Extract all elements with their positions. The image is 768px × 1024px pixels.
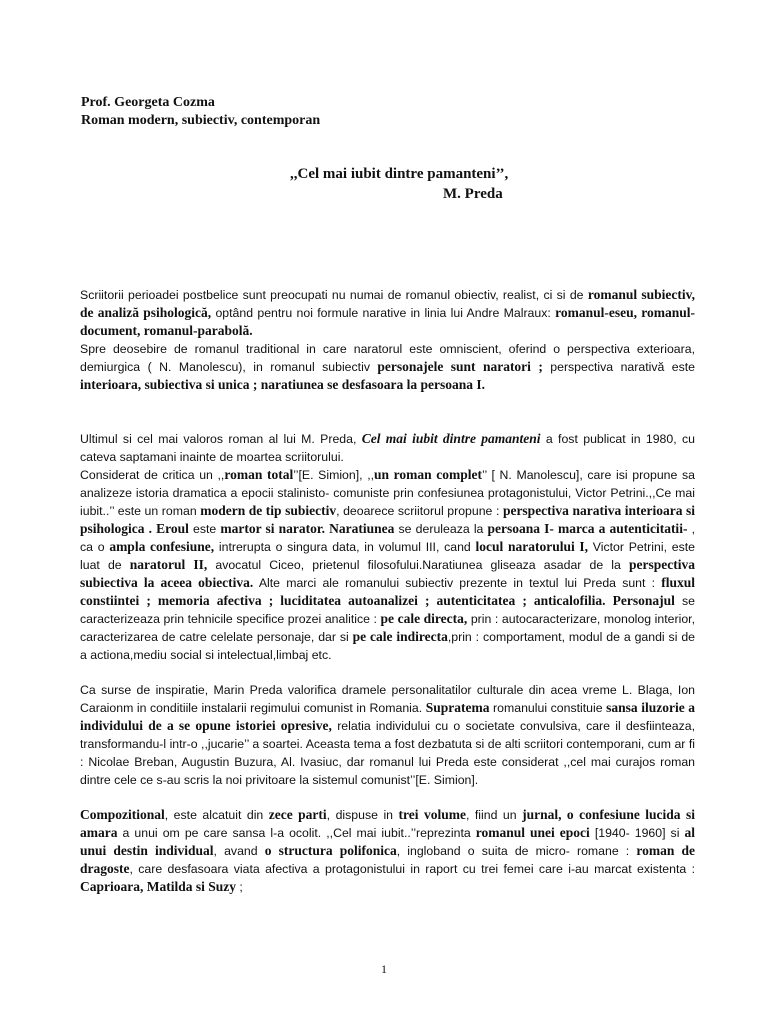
bold-phrase: romanul-eseu, romanul-document, romanul-parabolă. bbox=[80, 305, 695, 338]
bold-phrase: Compozitional bbox=[80, 807, 165, 822]
bold-phrase: Personajul bbox=[612, 593, 675, 608]
text-run: a fost publicat in 1980, cu cateva saptamani inainte de moartea scriitorului. bbox=[80, 432, 695, 464]
bold-phrase: perspectiva subiectiva la aceea obiectiva. bbox=[80, 557, 695, 590]
text-run: prin : autocaracterizare, monolog interior, caracterizarea de catre celelate personaje, dar si bbox=[80, 612, 695, 644]
text-run: ’’ [ N. Manolescu], care isi propune sa analizeze istoria dramatica a epocii stalinisto- comuniste prin confesiunea protagonistului, Victor Petrini.,,Ce mai iubit..’’ este un roman bbox=[80, 468, 695, 518]
bold-phrase: trei volume bbox=[398, 807, 466, 822]
bold-phrase: pe cale directa, bbox=[380, 611, 468, 626]
text-run: [1940- 1960] si bbox=[589, 826, 685, 840]
work-author: M. Preda bbox=[443, 186, 503, 202]
text-run: , avand bbox=[213, 844, 265, 858]
paragraph-1 bbox=[80, 286, 695, 340]
bold-phrase: romanul unei epoci bbox=[475, 825, 590, 840]
paragraph-2 bbox=[80, 340, 695, 394]
bold-phrase: naratorul II, bbox=[129, 557, 208, 572]
text-run: optând pentru noi formule narative in linia lui Andre Malraux: bbox=[211, 306, 556, 320]
text-run: perspectiva narativă este bbox=[542, 360, 696, 374]
text-run: ,prin : comportament, modul de a gandi si de a actiona,mediu social si intelectual,limbaj etc. bbox=[80, 630, 695, 662]
paragraph-gap bbox=[80, 394, 695, 412]
text-run: Alte marci ale romanului subiectiv prezente in textul lui Preda sunt : bbox=[253, 576, 662, 590]
text-run: este bbox=[188, 522, 221, 536]
bold-phrase: romanul subiectiv, de analiză psihologică, bbox=[80, 287, 695, 320]
text-run: relatia individului cu o societate convulsiva, care il desfiinteaza, transformandu-l intr-o ,,jucarie’’ a soartei. Aceasta tema a fost dezbatuta si de alti scriitori contemporani, cum ar fi : Nicolae Breban, Augustin Buzura, Al. Ivasiuc, dar romanul lui Preda este considerat ,,cel mai curajos roman dintre cele ce s-au scris la noi privitoare la sistemul comunist’’[E. Simion]. bbox=[80, 719, 696, 787]
text-run: se caracterizeaza prin tehnicile specifice prozei analitice : bbox=[80, 594, 695, 626]
text-run: Spre deosebire de romanul traditional in care naratorul este omniscient, oferind o perspectiva exterioara, demiurgica ( N. Manolescu), in romanul subiectiv bbox=[80, 342, 695, 374]
bold-phrase: al unui destin individual bbox=[80, 825, 695, 858]
bold-phrase: fluxul constiintei ; memoria afectiva ; luciditatea autoanalizei ; autenticitatea ; anticalofilia. bbox=[80, 575, 696, 608]
paragraph-6 bbox=[80, 806, 695, 896]
bold-phrase: un roman complet bbox=[374, 467, 483, 482]
paragraph-gap bbox=[80, 664, 695, 681]
paragraph-5 bbox=[80, 681, 695, 789]
bold-phrase: Naratiunea bbox=[329, 521, 395, 536]
bold-phrase: locul naratorului I, bbox=[475, 539, 589, 554]
bold-phrase: perspectiva narativa interioara si psihologica . Eroul bbox=[80, 503, 695, 536]
text-run: avocatul Ciceo, prietenul filosofului.Naratiunea gliseaza asadar de la bbox=[207, 558, 629, 572]
text-run: a unui om pe care sansa l-a ocolit. ,,Cel mai iubit..’’reprezinta bbox=[117, 826, 476, 840]
author-line: Prof. Georgeta Cozma bbox=[81, 95, 215, 110]
text-run: Victor Petrini, este luat de bbox=[80, 540, 695, 572]
bold-phrase: roman total bbox=[224, 467, 294, 482]
text-run: ’’[E. Simion], ,, bbox=[293, 468, 375, 482]
paragraph-gap bbox=[80, 412, 695, 430]
text-run: , deoarece scriitorul propune : bbox=[336, 504, 503, 518]
bold-phrase: pe cale indirecta bbox=[352, 629, 448, 644]
bold-phrase: ampla confesiune, bbox=[109, 539, 215, 554]
text-run: Considerat de critica un ,, bbox=[80, 468, 225, 482]
bold-phrase: roman de dragoste bbox=[80, 843, 695, 876]
paragraph-3 bbox=[80, 430, 695, 466]
text-run: , care desfasoara viata afectiva a protagonistului in raport cu trei femei care i-au marcat existenta : bbox=[129, 862, 695, 876]
text-run: , fiind un bbox=[465, 808, 523, 822]
bold-phrase: interioara, subiectiva si unica ; naratiunea se desfasoara la persoana I. bbox=[80, 377, 485, 392]
document-header bbox=[81, 94, 320, 130]
text-run: ; bbox=[236, 880, 243, 894]
bold-phrase: modern de tip subiectiv bbox=[200, 503, 337, 518]
bold-phrase: jurnal, o confesiune lucida si amara bbox=[80, 807, 696, 840]
text-run: Ca surse de inspiratie, Marin Preda valorifica dramele personalitatilor culturale din acea vreme L. Blaga, Ion Caraionm in conditiile instalarii regimului comunist in Romania. bbox=[80, 683, 695, 715]
document-body bbox=[80, 286, 695, 896]
bold-phrase: personajele sunt naratori ; bbox=[377, 359, 543, 374]
bold-phrase: Cel mai iubit dintre pamanteni bbox=[361, 431, 541, 446]
subject-line: Roman modern, subiectiv, contemporan bbox=[81, 113, 321, 128]
page-number: 1 bbox=[381, 962, 387, 976]
text-run: se deruleaza la bbox=[394, 522, 488, 536]
text-run: Scriitorii perioadei postbelice sunt preocupati nu numai de romanul obiectiv, realist, ci si de bbox=[80, 288, 588, 302]
paragraph-gap bbox=[80, 789, 695, 806]
text-run: , ingloband o suita de micro- romane : bbox=[396, 844, 637, 858]
text-run: , este alcatuit din bbox=[164, 808, 269, 822]
bold-phrase: sansa iluzorie a individului de a se opune istoriei opresive, bbox=[80, 700, 695, 733]
document-title bbox=[0, 164, 768, 204]
bold-phrase: zece parti bbox=[268, 807, 327, 822]
bold-phrase: o structura polifonica bbox=[264, 843, 397, 858]
bold-phrase: Caprioara, Matilda si Suzy bbox=[80, 879, 237, 894]
text-run: Ultimul si cel mai valoros roman al lui M. Preda, bbox=[80, 432, 362, 446]
text-run: , dispuse in bbox=[326, 808, 399, 822]
bold-phrase: persoana I- marca a autenticitatii- bbox=[487, 521, 688, 536]
text-run: intrerupta o singura data, in volumul III, cand bbox=[214, 540, 476, 554]
text-run: , ca o bbox=[80, 522, 695, 554]
bold-phrase: martor si narator. bbox=[220, 521, 325, 536]
bold-phrase: Supratema bbox=[425, 700, 490, 715]
work-title: ,,Cel mai iubit dintre pamanteni’’, bbox=[290, 166, 509, 182]
paragraph-4 bbox=[80, 466, 695, 664]
text-run: romanului constituie bbox=[489, 701, 607, 715]
text-run bbox=[606, 594, 613, 608]
